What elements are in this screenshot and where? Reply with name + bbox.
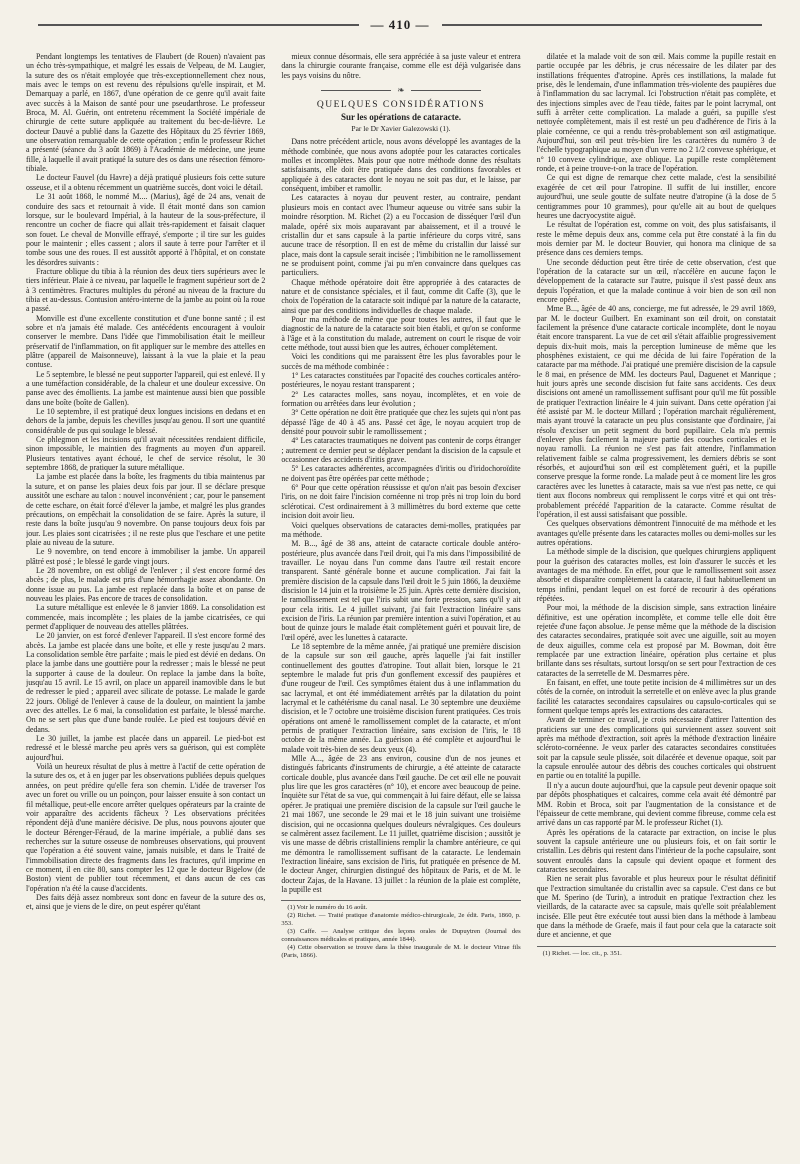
header-rule-right xyxy=(442,24,763,26)
section-ornament: ❧ xyxy=(281,86,520,95)
right-footnotes xyxy=(537,946,776,958)
left-column xyxy=(26,52,265,1152)
paragraph: 2° Les cataractes molles, sans noyau, incomplètes, et en voie de formation ou arrêtées dans leur évolution ; xyxy=(281,389,521,409)
paragraph: Le 18 septembre de la même année, j'ai pratiqué une première discision de la capsule sur son œil gauche, après laquelle j'ai fait instiller continuellement des gouttes d'atropine. Tout allait bien, lorsque le 21 septembre le malade fut pris d'un gonflement excessif des paupières et d'une rougeur de l'œil. Ces symptômes étaient dus à une inflammation du sac lacrymal, et ont été immédiatement arrêtés par la dilatation du point lacrymal et le cathétérisme du canal nasal. Le 30 septembre une deuxième discision, et le 7 octobre une troisième discision furent pratiquées. Ces trois opérations ont amené le ramollissement complet de la cataracte, et m'ont permis de pratiquer l'extraction linéaire, sans excision de l'iris, le 18 octobre de la même année. La guérison a été complète et aujourd'hui le malade voit très-bien de ses deux yeux (4). xyxy=(281,641,521,754)
footnote: (1) Voir le numéro du 16 août. xyxy=(287,904,368,912)
paragraph: Le 10 septembre, il est pratiqué deux longues incisions en dedans et en dehors de la jambe, depuis les chevilles jusqu'au genou. Il sort une quantité considérable de pus qui soulage le blessé. xyxy=(26,407,266,435)
paragraph: Une seconde déduction peut être tirée de cette observation, c'est que l'opération de la cataracte sur un œil, n'accélère en aucune façon le développement de la cataracte sur l'autre, puisque il s'est passé deux ans depuis l'opération, et que la malade continue à voir bien de son œil non encore opéré. xyxy=(536,257,776,304)
section-author: Par le Dr Xavier Galezowski (1). xyxy=(351,124,451,134)
middle-column xyxy=(281,52,520,1152)
paragraph: Les cataractes à noyau dur peuvent rester, au contraire, pendant plusieurs mois en contact avec l'humeur aqueuse ou vitrée sans subir la moindre résorption. M. Richet (2) a eu l'occasion de disséquer l'œil d'un malade, opéré six mois auparavant par abaissement, et il a trouvé le cristallin dur et sans capsule à la partie inférieure du corps vitré, sans aucune trace de résorption. Il en est de même du cristallin dur laissé sur place, mais dont la capsule serait incisée ; l'imbibition ne le ramollissement ne se produisent point, comme j'ai pu m'en convaincre dans quelques cas particuliers. xyxy=(281,193,521,278)
paragraph: Le 30 juillet, la jambe est placée dans un appareil. Le pied-bot est redressé et le blessé marche peu après vers sa guérison, qui est complète aujourd'hui. xyxy=(26,734,266,762)
paragraph: Il n'y a aucun doute aujourd'hui, que la capsule peut devenir opaque soit par dépôts phosphatiques et calcaires, comme cela avait été démontré par MM. Robin et Broca, soit par l'augmentation de la consistance et de l'épaisseur de cette membrane, qui devient comme fibreuse, comme cela est arrivé dans un cas rapporté par M. le professeur Richet (1). xyxy=(536,780,776,828)
article-columns xyxy=(26,52,776,1152)
paragraph: Le 28 novembre, on est obligé de l'enlever ; il s'est encore formé des abcès ; de plus, le malade est pris d'une hémorrhagie assez abondante. On donne issue au pus. La jambe est replacée dans la boîte et on panse de nouveau les plaies. Pas encore de traces de consolidation. xyxy=(26,565,266,603)
paragraph: Fracture oblique du tibia à la réunion des deux tiers supérieurs avec le tiers inférieur. Plaie à ce niveau, par laquelle le fragment supérieur sort de 2 à 3 centimètres. Fractures multiples du péroné au niveau de la fracture du tibia et au-dessus. Contusion antéro-interne de la jambe au point où la roue a passé. xyxy=(26,266,266,314)
paragraph: La suture métallique est enlevée le 8 janvier 1869. La consolidation est commencée, mais incomplète ; les plaies de la jambe cicatrisées, ce qui permet d'appliquer de nouveau des attelles plâtrées. xyxy=(26,603,266,631)
paragraph: Chaque méthode opératoire doit être appropriée à des cataractes de nature et de consistance spéciales, et il faut, comme dit Caffe (3), que le choix de l'opération de la cataracte soit indiqué par la nature de la cataracte, ainsi que par des conditions individuelles de chaque malade. xyxy=(281,277,521,315)
paragraph: Voici les conditions qui me paraissent être les plus favorables pour le succès de ma méthode combinée : xyxy=(281,352,521,371)
paragraph: Le 31 août 1868, le nommé M.... (Marius), âgé de 24 ans, venait de conduire des sacs et retournait à vide. Il était monté dans son camion lorsque, sur le boulevard Impérial, à la hauteur de la sous-préfecture, il rencontre un cocher de fiacre qui allait très-rapidement et faisait claquer son fouet. Le cheval de Monville effrayé, s'emporte ; il tire sur les guides pour le maintenir ; elles cassent ; alors il saute à terre pour l'arrêter et il tombe sous une des roues. Il est aussitôt apporté à l'hôpital, et on constate les désordres suivants : xyxy=(26,192,266,267)
paragraph: Avant de terminer ce travail, je crois nécessaire d'attirer l'attention des praticiens sur une des complications qui surviennent assez souvent soit après ma méthode d'extraction, soit après la méthode d'extraction linéaire scléroto-cornéenne. Je veux parler des cataractes secondaires constituées soit par la capsule seule plissée, soit dilacérée et devenue opaque, soit par la capsule enroulée autour des débris des couches corticales qui obstruent en partie ou en totalité la pupille. xyxy=(536,715,776,781)
paragraph: Monville est d'une excellente constitution et d'une bonne santé ; il est sobre et n'a jamais été malade. Ces antécédents encouragent à vouloir conserver le membre. Dans l'idée que l'immobilisation était le meilleur préservatif de l'inflammation, on fit appliquer sur le membre des attelles en plâtre (appareil de Maisonneuve), laissant à la vue la plaie et la peau contuse. xyxy=(26,313,266,370)
paragraph: Mlle A..., âgée de 23 ans environ, cousine d'un de nos jeunes et distingués fabricants d'instruments de chirurgie, a été atteinte de cataracte corticale double, plus avancée dans l'œil gauche. De cet œil elle ne pouvait plus lire que les gros caractères (n° 10), et encore avec beaucoup de peine. Inquiète sur l'état de sa vue, qui commençait à lui faire défaut, elle se laissa opérer. Je pratiquai une première discision de la capsule sur l'œil gauche le 21 mai 1867, une seconde le 29 mai et le 18 juin suivant une troisième discision, qui ne occasionna quelques douleurs névralgiques. Ces douleurs se calmèrent assez facilement. Le 11 juillet, quatrième discision ; aussitôt je vis une masse de débris cristalliniens remplir la chambre antérieure, ce qui me démontra le ramollissement suffisant de la cataracte. Le lendemain l'extraction linéaire, sans excision de l'iris, fut pratiquée en présence de M. le docteur Anger, chirurgien distingué des hôpitaux de Paris, et de M. le docteur Zajas, de la Havane. 13 juillet : la réunion de la plaie est complète, la pupille est xyxy=(281,754,521,894)
paragraph: Après les opérations de la cataracte par extraction, on incise le plus souvent la capsule antérieure une ou plusieurs fois, et on fait sortir le cristallin. Les débris qui restent dans l'intérieur de la poche capsulaire, sont souvent enroulés dans la capsule qui devient opaque et forment des cataractes secondaires. xyxy=(536,827,776,874)
middle-paragraphs xyxy=(281,137,520,894)
right-paragraphs xyxy=(537,52,776,940)
paragraph: 1° Les cataractes constituées par l'opacité des couches corticales antéro-postérieures, le noyau restant transparent ; xyxy=(281,371,521,390)
paragraph: Le résultat de l'opération est, comme on voit, des plus satisfaisants, il reste le même depuis deux ans, comme cela put être constaté à la fin du mois dernier par M. le docteur Bouvier, qui honora ma clinique de sa présence dans ces derniers temps. xyxy=(536,220,776,258)
paragraph: Pour ma méthode de même que pour toutes les autres, il faut que le diagnostic de la nature de la cataracte soit bien établi, et qu'on se conforme à l'âge et à la constitution du malade, autrement on court le risque de voir cette méthode, tout aussi bien que les autres, échouer complétement. xyxy=(281,314,521,352)
paragraph: Voici quelques observations de cataractes demi-molles, pratiquées par ma méthode. xyxy=(281,520,521,539)
paragraph: Le docteur Fauvel (du Havre) a déjà pratiqué plusieurs fois cette suture osseuse, et il a obtenu récemment un quatrième succès, dont voici le détail. xyxy=(26,173,266,192)
footnote: (2) Richet. — Traité pratique d'anatomie médico-chirurgicale, 2e édit. Paris, 1860, p. 353. xyxy=(281,912,521,928)
paragraph: Ce qui est digne de remarque chez cette malade, c'est la sensibilité exagérée de cet œil pour l'atropine. Il suffit de lui instiller, encore aujourd'hui, une seule goutte de sulfate neutre d'atropine (à la dose de 5 centigrammes pour 10 grammes), pour qu'elle ait au bout de quelques heures une dacryocystite aiguë. xyxy=(536,173,776,220)
right-column xyxy=(537,52,776,1152)
header-rule-left xyxy=(38,24,359,26)
paragraph: Ces quelques observations démontrent l'innocuité de ma méthode et les avantages qu'elle présente dans les cataractes molles ou demi-molles sur les autres opérations. xyxy=(536,519,776,547)
paragraph: En faisant, en effet, une toute petite incision de 4 millimètres sur un des côtés de la cornée, on introduit la serretelle et on enlève avec la plus grande facilité les cataractes secondaires capsulaires ou capsulo-corticales qui se forment quelque temps après les extractions des cataractes. xyxy=(536,678,776,716)
footnote: (4) Cette observation se trouve dans la thèse inaugurale de M. le docteur Vitrae fils (Paris, 1866). xyxy=(281,944,521,960)
paragraph: Dans notre précédent article, nous avons développé les avantages de la méthode combinée, que nous avons adoptée pour les cataractes corticales molles et incomplètes. Mais pour que notre méthode donne des résultats satisfaisants, elle doit être pratiquée dans des conditions favorables et appliquée à des cataractes dont le noyau ne soit pas dur, et le laisse, par conséquent, imbiber et ramollir. xyxy=(281,137,521,194)
paragraph: Voilà un heureux résultat de plus à mettre à l'actif de cette opération de la suture des os, et à en juger par les observations publiées depuis quelques années, on peut prédire qu'elle fera son chemin. L'idée de traverser l'os avec un foret ou vrille ou un poinçon, pour laisser ensuite à son contact un fil métallique, peut-elle encore arrêter quelques opérateurs par la crainte de voir apparaître des accidents fâcheux ? Les observations précitées répondent déjà d'une manière décisive. De plus, nous pouvons ajouter que le docteur Bérenger-Féraud, de la marine impériale, a publié dans ses recherches sur la suture osseuse de nombreuses observations, qui prouvent que l'opération a été souvent vaine, jamais nuisible, et dans le Traité de l'immobilisation directe des fragments dans les fractures, qu'il imprime en ce moment, il en cite 80, sans compter les 12 que le docteur Bigelow (de Boston) vient de publier tout récemment, et dans aucun de ces cas l'opération n'a été la cause d'accidents. xyxy=(26,762,266,893)
paragraph: Ce phlegmon et les incisions qu'il avait nécessitées rendaient difficile, sinon impossible, le maintien des fragments au moyen d'un appareil. Plusieurs tentatives ayant échoué, le chef de service résolut, le 30 septembre 1868, de pratiquer la suture métallique. xyxy=(26,435,266,473)
footnote: (1) Richet. — loc. cit., p. 351. xyxy=(542,949,622,957)
paragraph: Des faits déjà assez nombreux sont donc en faveur de la suture des os, et, ainsi que je viens de le dire, on peut espérer qu'étant xyxy=(26,892,266,912)
paragraph: 3° Cette opération ne doit être pratiquée que chez les sujets qui n'ont pas dépassé l'âge de 40 à 45 ans. Passé cet âge, le noyau acquiert trop de densité pour pouvoir subir le ramollissement ; xyxy=(281,408,521,437)
paragraph: Pendant longtemps les tentatives de Flaubert (de Rouen) n'avaient pas un écho très-sympathique, et malgré les essais de Velpeau, de M. Laugier, la suture des os n'était employée que très-exceptionnellement chez nous, mais avec le temps on est revenu des répulsions qu'elle inspirait, et M. Demarquay a parlé, en 1867, d'une opération de ce genre qu'il avait faite avec succès à la Maison de santé pour une pseudarthrose. Le professeur Broca, M. Al. Guérin, ont entretenu récemment la Société impériale de chirurgie de cette suture appliquée au traitement du bec-de-lièvre. Le docteur Dauvé a publié dans la Gazette des Hôpitaux du 25 février 1869, une observation remarquable de cette opération ; enfin le professeur Richet a présenté (séance du 3 août 1869) à l'Académie de médecine, une jeune fille, à laquelle il avait pratiqué la suture des os dans une résection fémoro-tibiale. xyxy=(26,52,266,174)
paragraph: La méthode simple de la discision, que quelques chirurgiens appliquent pour la guérison des cataractes molles, est loin d'assurer le succès et les avantages de ma méthode. En effet, pour que le ramollissement soit assez absorbé et disparaître complètement la cataracte, il faut habituellement un temps infini, pendant lequel on est forcé de recourir à des opérations répétées. xyxy=(536,547,776,603)
page-number: — 410 — xyxy=(370,17,430,32)
paragraph: 5° Les cataractes adhérentes, accompagnées d'iritis ou d'iridochoroïdite ne doivent pas être opérées par cette méthode ; xyxy=(281,464,521,483)
paragraph: Rien ne serait plus favorable et plus heureux pour le résultat définitif que l'extraction simultanée du cristallin avec sa capsule. C'est dans ce but que M. Sperino (de Turin), a introduit en pratique l'extraction chez les vieillards, de la cataracte avec sa capsule, mais qu'elle soit préalablement incisée. Elle peut être exécutée tout aussi bien dans la méthode à lambeau que dans la méthode de Graefe, mais il faut pour cela que la cataracte soit dure et ancienne, et que xyxy=(536,874,776,940)
paragraph: 6° Pour que cette opération réussisse et qu'on n'ait pas besoin d'exciser l'iris, on ne doit faire l'incision cornéenne ni trop près ni trop loin du bord scléroticai. C'est ordinairement à 3 millimètres du bord externe que cette incision doit avoir lieu. xyxy=(281,483,521,521)
section-title: QUELQUES CONSIDÉRATIONS xyxy=(316,100,486,111)
paragraph: La jambe est placée dans la boîte, les fragments du tibia maintenus par la suture, et on panse les plaies deux fois par jour. Il se déclare presque aussitôt une eschare au talon : nouvel inconvénient ; car, pour le pansement de cette eschare, on était forcé d'élever la jambe, et malgré les plus grandes précautions, on empêchait la consolidation de se faire. Après la suture, il reste dans la boîte jusqu'au 9 novembre. On panse toujours deux fois par jour. Les plaies sont cicatrisées ; il ne reste plus que l'eschare et une petite plaie au niveau de la suture. xyxy=(26,472,266,547)
paragraph: M. B..., âgé de 38 ans, atteint de cataracte corticale double antéro-postérieure, plus avancée dans l'œil droit, qui l'a mis dans l'impossibilité de travailler. Le noyau dans l'un comme dans l'autre œil restait encore transparent. Santé générale bonne et aucune complication. J'ai fait la première discision de la capsule dans l'œil droit le 5 juin 1866, la deuxième discision le 14 juin et la troisième le 25 juin. Après cette dernière discision, le ramollissement est tel que l'iris subit une forte pression, sans qu'il y ait pour cela iritis. Le 4 juillet suivant, j'ai fait l'extraction linéaire sans excision de l'iris. La réunion par première intention a suivi l'opération, et au bout de quinze jours le malade était complètement guéri et pouvait lire, de l'œil opéré, avec les lunettes à cataracte. xyxy=(281,539,521,642)
middle-intro: mieux connue désormais, elle sera appréciée à sa juste valeur et entrera dans la chirurgie courante française, comme elle est déjà vulgarisée dans les pays voisins du nôtre. xyxy=(281,52,521,80)
page-header xyxy=(26,12,774,38)
paragraph: Le 5 septembre, le blessé ne peut supporter l'appareil, qui est enlevé. Il y a une tuméfaction considérable, de la chaleur et une douleur excessive. On panse avec des émollients. La jambe est maintenue aussi bien que possible dans une boîte (boîte de Gallen). xyxy=(26,369,266,407)
paragraph: Le 20 janvier, on est forcé d'enlever l'appareil. Il s'est encore formé des abcès. La jambe est placée dans une boîte, et elle y reste jusqu'au 2 mars. La consolidation semble être parfaite ; mais le pied est dévié en dedans. On place la jambe dans une gouttière pour la redresser ; mais le blessé ne peut la supporter à cause de la douleur. On replace la jambe dans la boîte, jusqu'au 15 avril. Le 15 avril, on place un appareil inamovible dans le but de redresser le pied ; appareil avec silicate de potasse. Le malade le garde 22 jours. Obligé de l'enlever à cause de la douleur, on maintient la jambe avec des attelles. Le 6 mai, la consolidation est parfaite, le blessé marche. On ne se sert plus que d'une bande roulée. Le pied est toujours dévié en dedans. xyxy=(26,631,266,734)
paragraph: Mme B..., âgée de 40 ans, concierge, me fut adressée, le 29 avril 1869, par M. le docteur Guilbert. En examinant son œil droit, on constatait facilement la présence d'une cataracte corticale incomplète, dont le noyau était encore transparent. La vue de cet œil s'était affaiblie progressivement depuis dix-huit mois, mais la perception lumineuse de même que les phosphènes existaient, ce qui me décida de lui faire l'opération de la cataracte par ma méthode. J'ai pratiqué une première discision de la capsule le 8 mai, en présence de MM. les docteurs Paul, Daguenet et Manrique ; huit jours après une seconde discision fut faite sans accidents. Ces deux discisions ont amené un ramollissement suffisant pour qu'il me fût possible de pratiquer l'extraction linéaire le 4 juin suivant. Dans cette opération j'ai été assisté par M. le docteur Millard ; l'opération marchait régulièrement, mais ayant trouvé la cataracte un peu plus consistante que d'ordinaire, j'ai résolu d'exciser un petit segment du bord pupillaire. Cela m'a permis d'enlever plus facilement la majeure partie des couches corticales et le noyau ramolli. La réunion ne s'est pas fait attendre, l'inflammation relativement faible se calma progressivement, les derniers débris se sont résorbés, et aujourd'hui son œil est complètement guéri, et la pupille conserve presque la forme ronde. La malade peut à ce moment lire les gros caractères avec les lunettes à cataracte, mais sa vue n'est pas nette, ce qui tient aux flocons nombreux qui remplissent le corps vitré et qui ont très-probablement précédé l'apparition de la cataracte. Comme résultat de l'opération, il est aussi satisfaisant que possible. xyxy=(536,304,776,519)
paragraph: dilatée et la malade voit de son œil. Mais comme la pupille restait en partie occupée par les débris, je crus nécessaire de les dilater par des instillations fréquentes d'atropine. Après ces instillations, la malade fut prise, dès le lendemain, d'une inflammation très-violente des paupières due à l'inflammation du sac lacrymal. Ici l'obstruction n'était pas complète, et des injections simples avec de l'eau tiède, faites par le point lacrymal, ont suffi à arrêter cette complication. La malade a guéri, sa pupille s'est nettoyée complètement, mais il est resté un peu d'adhérence de l'iris à la plaie cornéenne, ce qui a rendu très-probablement son œil astigmatique. Aujourd'hui, son œil peut très-bien lire les caractères du numéro 3 de l'échelle typographique au moyen d'un verre no 2 1/2 convexe sphérique, et n° 10 convexe cylindrique, axe oblique. La pupille reste complètement ronde, et à peine trouve-t-on la trace de l'opération. xyxy=(536,52,776,174)
paragraph: Pour moi, la méthode de la discision simple, sans extraction linéaire définitive, est une opération incomplète, et comme telle elle doit être rejetée d'une façon absolue. Je pense même que la méthode de la discision des cataractes secondaires, pratiquée soit avec une aiguille, soit au moyen de deux aiguilles, comme cela est proposé par M. Bowman, doit être remplacée par une extraction linéaire, opération plus certaine et plus brillante dans ses résultats, surtout lorsqu'on se sert pour l'extraction de ces cataractes de la serretelle de M. Desmarres père. xyxy=(536,603,776,678)
middle-footnotes xyxy=(281,900,520,960)
paragraph: Le 9 novembre, on tend encore à immobiliser la jambe. Un appareil plâtré est posé ; le blessé le garde vingt jours. xyxy=(26,547,266,566)
paragraph: 4° Les cataractes traumatiques ne doivent pas contenir de corps étranger ; autrement ce dernier peut se déplacer pendant la discision de la capsule et occasionner des accidents d'iritis grave. xyxy=(281,436,521,465)
footnote: (3) Caffe. — Analyse critique des leçons orales de Dupuytren (Journal des connaissances médicales et pratiques, année 1844). xyxy=(281,928,521,944)
section-subtitle: Sur les opérations de cataracte. xyxy=(340,111,462,122)
